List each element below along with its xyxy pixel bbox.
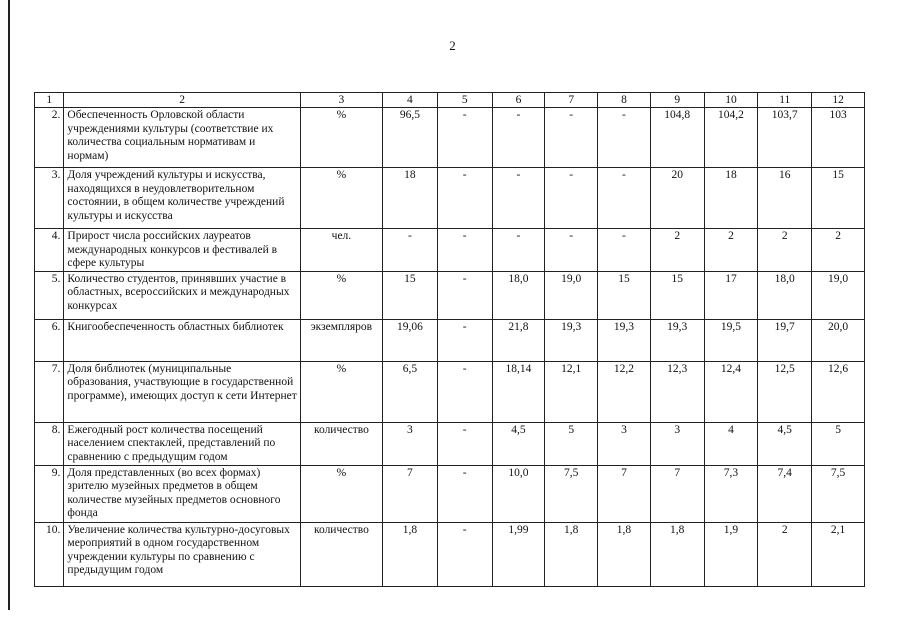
indicator-name-cell: Прирост числа российских лауреатов международных конкурсов и фестивалей в сфере культуры <box>64 229 300 272</box>
value-cell: 15 <box>598 271 651 319</box>
table-row <box>35 168 865 229</box>
row-number-cell: 4. <box>35 229 64 272</box>
header-cell: 8 <box>598 93 651 108</box>
value-cell: 2,1 <box>812 522 865 586</box>
table-row <box>35 361 865 422</box>
indicator-name-cell: Количество студентов, принявших участие в областных, всероссийских и международных конкурсах <box>64 271 300 319</box>
header-cell: 1 <box>35 93 64 108</box>
header-cell: 6 <box>492 93 545 108</box>
table-row <box>35 229 865 272</box>
value-cell: 7,5 <box>545 465 598 522</box>
value-cell: 96,5 <box>383 108 438 168</box>
value-cell: 2 <box>812 229 865 272</box>
table-row <box>35 465 865 522</box>
value-cell: 21,8 <box>492 319 545 361</box>
value-cell: 7,5 <box>812 465 865 522</box>
value-cell: 12,3 <box>650 361 704 422</box>
value-cell: 104,8 <box>650 108 704 168</box>
value-cell: 1,9 <box>704 522 758 586</box>
value-cell: - <box>437 465 492 522</box>
value-cell: 12,4 <box>704 361 758 422</box>
header-cell: 11 <box>758 93 812 108</box>
value-cell: 2 <box>758 229 812 272</box>
row-number-cell: 10. <box>35 522 64 586</box>
value-cell: 19,0 <box>812 271 865 319</box>
value-cell: 12,2 <box>598 361 651 422</box>
value-cell: 15 <box>650 271 704 319</box>
value-cell: 5 <box>545 422 598 465</box>
value-cell: 4 <box>704 422 758 465</box>
indicator-name-cell: Доля учреждений культуры и искусства, находящихся в неудовлетворительном состоянии, в общем количестве учреждений культуры и искусства <box>64 168 300 229</box>
header-cell: 12 <box>812 93 865 108</box>
table-row <box>35 271 865 319</box>
indicator-name-cell: Увеличение количества культурно-досуговых мероприятий в одном государственном учреждении культуры по сравнению с предыдущим годом <box>64 522 300 586</box>
row-number-cell: 9. <box>35 465 64 522</box>
value-cell: 16 <box>758 168 812 229</box>
page-number: 2 <box>449 38 456 53</box>
indicator-name-cell: Ежегодный рост количества посещений населением спектаклей, представлений по сравнению с предыдущим годом <box>64 422 300 465</box>
value-cell: - <box>437 422 492 465</box>
value-cell: 20 <box>650 168 704 229</box>
value-cell: 5 <box>812 422 865 465</box>
value-cell: - <box>545 108 598 168</box>
unit-cell: % <box>300 361 382 422</box>
value-cell: 1,99 <box>492 522 545 586</box>
value-cell: 19,3 <box>545 319 598 361</box>
value-cell: 1,8 <box>545 522 598 586</box>
value-cell: 19,3 <box>650 319 704 361</box>
value-cell: 18,14 <box>492 361 545 422</box>
value-cell: - <box>383 229 438 272</box>
row-number-cell: 8. <box>35 422 64 465</box>
indicators-table <box>34 92 865 587</box>
row-number-cell: 6. <box>35 319 64 361</box>
row-number-cell: 7. <box>35 361 64 422</box>
table-row <box>35 522 865 586</box>
table-row <box>35 422 865 465</box>
value-cell: 19,7 <box>758 319 812 361</box>
unit-cell: % <box>300 271 382 319</box>
value-cell: - <box>437 168 492 229</box>
header-cell: 2 <box>64 93 300 108</box>
unit-cell: % <box>300 108 382 168</box>
unit-cell: количество <box>300 422 382 465</box>
value-cell: 20,0 <box>812 319 865 361</box>
indicator-name-cell: Доля библиотек (муниципальные образования, участвующие в государственной программе), имеющих доступ к сети Интернет <box>64 361 300 422</box>
header-cell: 4 <box>383 93 438 108</box>
value-cell: 15 <box>383 271 438 319</box>
value-cell: - <box>437 271 492 319</box>
value-cell: - <box>437 108 492 168</box>
value-cell: - <box>545 168 598 229</box>
value-cell: 104,2 <box>704 108 758 168</box>
unit-cell: экземпляров <box>300 319 382 361</box>
value-cell: 15 <box>812 168 865 229</box>
value-cell: 4,5 <box>492 422 545 465</box>
unit-cell: % <box>300 168 382 229</box>
value-cell: - <box>437 319 492 361</box>
value-cell: - <box>598 168 651 229</box>
value-cell: 3 <box>383 422 438 465</box>
value-cell: 19,0 <box>545 271 598 319</box>
value-cell: - <box>492 168 545 229</box>
value-cell: 12,5 <box>758 361 812 422</box>
value-cell: - <box>598 229 651 272</box>
value-cell: 4,5 <box>758 422 812 465</box>
column-number-row <box>35 93 865 108</box>
value-cell: 2 <box>704 229 758 272</box>
unit-cell: % <box>300 465 382 522</box>
value-cell: 1,8 <box>650 522 704 586</box>
value-cell: 18,0 <box>492 271 545 319</box>
value-cell: 1,8 <box>598 522 651 586</box>
row-number-cell: 2. <box>35 108 64 168</box>
value-cell: 12,1 <box>545 361 598 422</box>
value-cell: 12,6 <box>812 361 865 422</box>
value-cell: - <box>492 108 545 168</box>
value-cell: 19,3 <box>598 319 651 361</box>
header-cell: 10 <box>704 93 758 108</box>
value-cell: 7,4 <box>758 465 812 522</box>
unit-cell: чел. <box>300 229 382 272</box>
value-cell: 18 <box>704 168 758 229</box>
table-row <box>35 108 865 168</box>
value-cell: 7,3 <box>704 465 758 522</box>
table-row <box>35 319 865 361</box>
value-cell: 2 <box>758 522 812 586</box>
indicator-name-cell: Книгообеспеченность областных библиотек <box>64 319 300 361</box>
value-cell: - <box>437 361 492 422</box>
value-cell: - <box>437 522 492 586</box>
value-cell: 3 <box>598 422 651 465</box>
table-body <box>35 93 865 587</box>
value-cell: 103 <box>812 108 865 168</box>
value-cell: 1,8 <box>383 522 438 586</box>
value-cell: - <box>492 229 545 272</box>
indicator-name-cell: Доля представленных (во всех формах) зрителю музейных предметов в общем количестве музейных предметов основного фонда <box>64 465 300 522</box>
header-cell: 7 <box>545 93 598 108</box>
value-cell: - <box>437 229 492 272</box>
value-cell: 7 <box>598 465 651 522</box>
value-cell: 7 <box>383 465 438 522</box>
value-cell: 7 <box>650 465 704 522</box>
value-cell: 3 <box>650 422 704 465</box>
indicator-name-cell: Обеспеченность Орловской области учреждениями культуры (соответствие их количества социальным нормативам и нормам) <box>64 108 300 168</box>
value-cell: 19,5 <box>704 319 758 361</box>
page-edge-line <box>8 0 10 610</box>
value-cell: - <box>545 229 598 272</box>
row-number-cell: 3. <box>35 168 64 229</box>
header-cell: 9 <box>650 93 704 108</box>
value-cell: 2 <box>650 229 704 272</box>
value-cell: - <box>598 108 651 168</box>
unit-cell: количество <box>300 522 382 586</box>
value-cell: 17 <box>704 271 758 319</box>
header-cell: 3 <box>300 93 382 108</box>
value-cell: 6,5 <box>383 361 438 422</box>
value-cell: 10,0 <box>492 465 545 522</box>
value-cell: 19,06 <box>383 319 438 361</box>
value-cell: 18 <box>383 168 438 229</box>
header-cell: 5 <box>437 93 492 108</box>
value-cell: 18,0 <box>758 271 812 319</box>
value-cell: 103,7 <box>758 108 812 168</box>
row-number-cell: 5. <box>35 271 64 319</box>
